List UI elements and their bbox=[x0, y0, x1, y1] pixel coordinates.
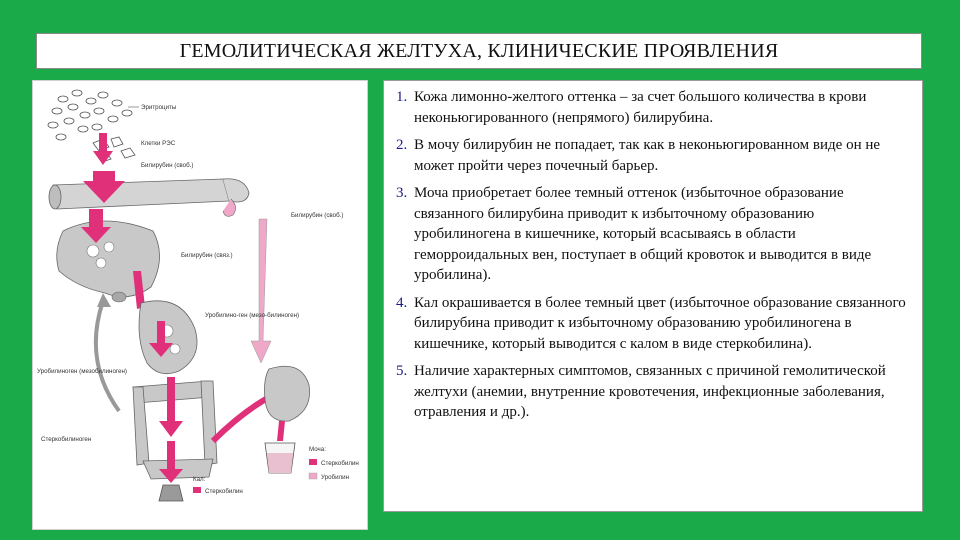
arrow-to-kidney bbox=[251, 219, 271, 363]
diagram-canvas bbox=[33, 81, 367, 529]
item-number: 2. bbox=[396, 137, 408, 153]
bilirubin-metabolism-diagram bbox=[32, 80, 368, 530]
clinical-manifestations-panel bbox=[383, 80, 923, 512]
label-feces-stercobilin: Стеркобилин bbox=[205, 488, 243, 495]
arrow-portal-return bbox=[96, 301, 119, 411]
label-urine-title: Моча: bbox=[309, 446, 326, 453]
item-text: Кожа лимонно-желтого оттенка – за счет большого количества в крови неконьюгированного (непрямого) билирубина. bbox=[414, 89, 867, 126]
item-number: 1. bbox=[396, 89, 408, 105]
list-item bbox=[396, 361, 914, 423]
list-item bbox=[396, 183, 914, 286]
label-urobilinogen-meso: Уробилино-ген (мезо-билиноген) bbox=[205, 312, 300, 319]
label-bilirubin-free-right: Билирубин (своб.) bbox=[291, 212, 344, 219]
manifestations-list bbox=[396, 87, 914, 423]
item-text: В мочу билирубин не попадает, так как в неконьюгированном виде он не может пройти через почечный барьер. bbox=[414, 137, 881, 174]
label-urobilinogen-left: Уробилиноген (мезобилиноген) bbox=[37, 368, 127, 375]
label-stercobilinogen: Стеркобилиноген bbox=[41, 436, 92, 443]
label-feces: Кал: bbox=[193, 476, 206, 483]
liver bbox=[57, 221, 160, 297]
gallbladder bbox=[112, 292, 126, 302]
blood-vessel bbox=[49, 179, 249, 217]
label-bilirubin-bound: Билирубин (связ.) bbox=[181, 252, 233, 259]
item-number: 4. bbox=[396, 294, 408, 311]
feces-shape bbox=[159, 485, 183, 501]
erythrocytes-group bbox=[48, 90, 132, 140]
item-text: Моча приобретает более темный оттенок (избыточное образование связанного билирубина приводит к избыточному образованию уробилиногена в кишечнике, который всасываясь в области геморроидальных вен, поступает в общий кровоток и выводится в виде уробилина). bbox=[414, 185, 872, 283]
list-item bbox=[396, 87, 914, 128]
item-number: 5. bbox=[396, 363, 408, 379]
item-text: Наличие характерных симптомов, связанных с причиной гемолитической желтухи (анемии, внутренние кровотечения, инфекционные заболевания, отравления и др.). bbox=[414, 363, 886, 420]
arrow-erythrocytes-down bbox=[93, 133, 113, 165]
small-intestine bbox=[139, 301, 197, 374]
page-title: ГЕМОЛИТИЧЕСКАЯ ЖЕЛТУХА, КЛИНИЧЕСКИЕ ПРОЯВЛЕНИЯ bbox=[179, 39, 779, 62]
item-text: Кал окрашивается в более темный цвет (избыточное образование связанного билирубина приводит к избыточному образованию уробилиногена в кишечнике, который выводится с калом в виде стеркобилина). bbox=[414, 294, 906, 352]
list-item bbox=[396, 293, 914, 355]
urine-glass bbox=[265, 443, 295, 473]
ureter-arrow bbox=[277, 421, 285, 441]
arrow-colon-to-kidney bbox=[213, 395, 273, 441]
kidney bbox=[265, 366, 310, 421]
label-bilirubin-free: Билирубин (своб.) bbox=[141, 162, 194, 169]
label-erythrocytes: Эритроциты bbox=[141, 104, 177, 111]
legend-urobilin: Уробилин bbox=[321, 474, 350, 481]
legend-stercobilin: Стеркобилин bbox=[321, 460, 359, 467]
item-number: 3. bbox=[396, 185, 408, 201]
list-item bbox=[396, 135, 914, 176]
title-bar bbox=[36, 33, 922, 69]
label-res-cells: Клетки РЭС bbox=[141, 140, 176, 147]
